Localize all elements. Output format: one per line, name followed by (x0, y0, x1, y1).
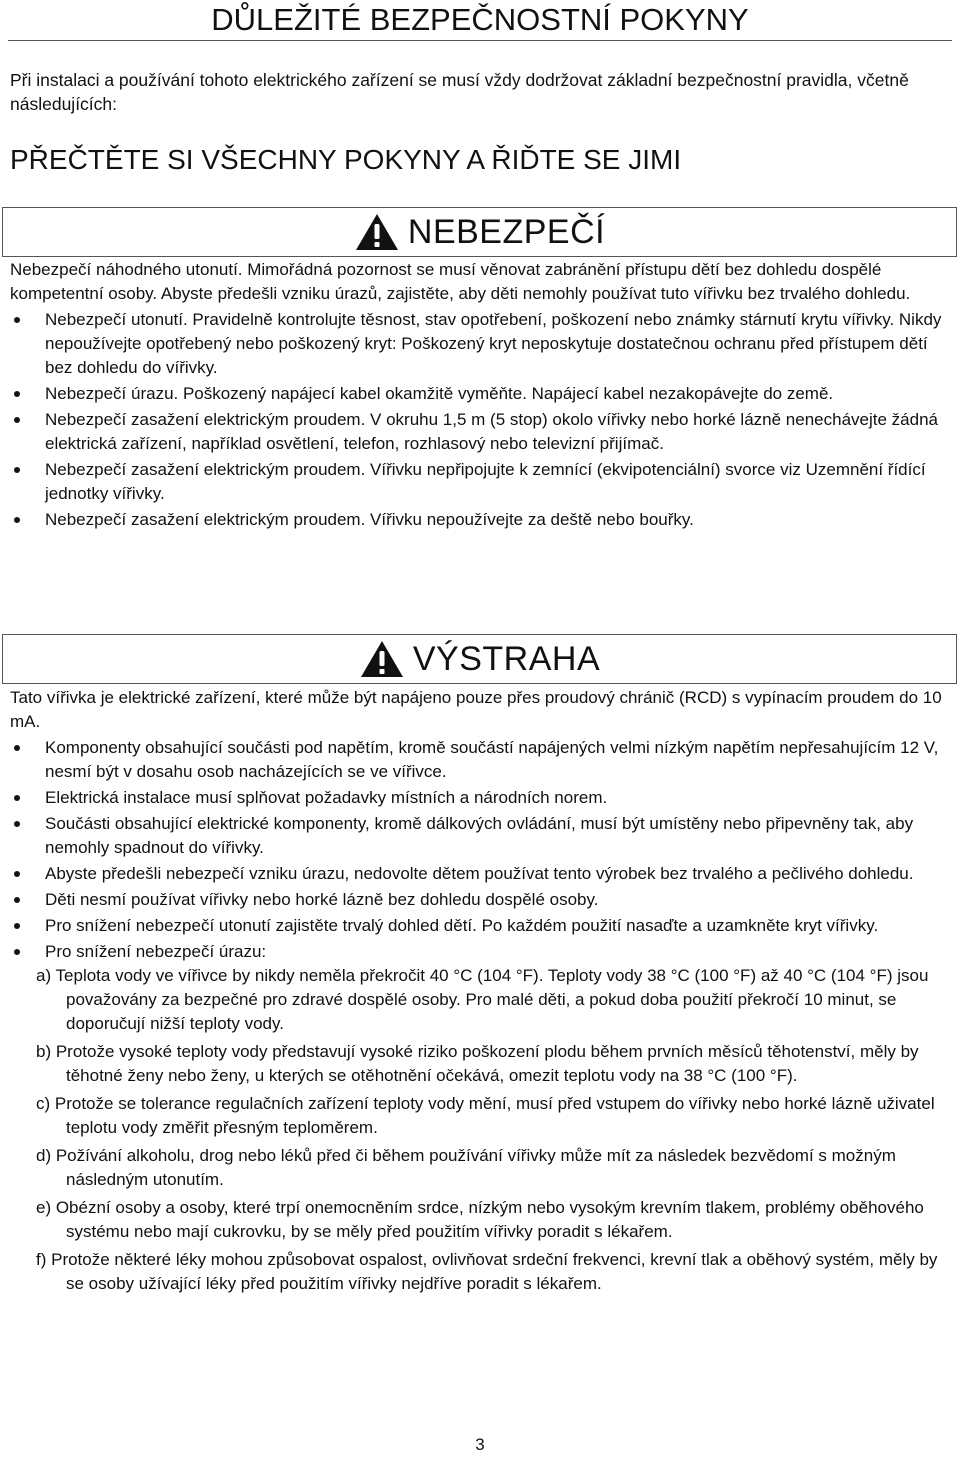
sub-list-item: f) Protože některé léky mohou způsobovat ospalost, ovlivňovat srdeční frekvenci, krevní tlak a oběhový systém, měly by se osoby užívající léky před použitím vířivky nejdříve poradit s lékařem. (36, 1250, 938, 1293)
page-number: 3 (475, 1435, 485, 1454)
bullet-dot (14, 467, 20, 473)
warning-triangle-icon (359, 639, 405, 679)
list-item: Abyste předešli nebezpečí vzniku úrazu, nedovolte dětem používat tento výrobek bez trvalého a pečlivého dohledu. (10, 862, 952, 886)
temperature-sub-list (10, 964, 952, 1296)
list-item: Nebezpečí zasažení elektrickým proudem. Vířivku nepřipojujte k zemnící (ekvipotenciální) svorce viz Uzemnění řídící jednotky vířivky. (10, 458, 952, 506)
danger-section (10, 258, 952, 532)
warning-banner-label: VÝSTRAHA (412, 639, 601, 678)
bullet-dot (14, 517, 20, 523)
bullet-dot (14, 795, 20, 801)
list-item: Pro snížení nebezpečí utonutí zajistěte trvalý dohled dětí. Po každém použití nasaďte a uzamkněte kryt vířivky. (10, 914, 952, 938)
list-item: Komponenty obsahující součásti pod napětím, kromě součástí napájených velmi nízkým napětím nepřesahujícím 12 V, nesmí být v dosahu osob nacházejících se ve vířivce. (10, 736, 952, 784)
list-item: Nebezpečí zasažení elektrickým proudem. V okruhu 1,5 m (5 stop) okolo vířivky nebo horké lázně nenechávejte žádná elektrická zařízení, například osvětlení, telefon, rozhlasový nebo televizní přijímač. (10, 408, 952, 456)
sub-list-item: c) Protože se tolerance regulačních zařízení teploty vody mění, musí před vstupem do vířivky nebo horké lázně uživatel teplotu vody změřit přesným teploměrem. (36, 1094, 935, 1137)
list-item: Pro snížení nebezpečí úrazu: (10, 940, 952, 964)
sub-list-item: e) Obézní osoby a osoby, které trpí onemocněním srdce, nízkým nebo vysokým krevním tlakem, problémy oběhového systému nebo mají cukrovku, by se měly před použitím vířivky poradit s lékařem. (36, 1198, 924, 1241)
bullet-dot (14, 391, 20, 397)
intro-paragraph: Při instalaci a používání tohoto elektrického zařízení se musí vždy dodržovat základní bezpečnostní pravidla, včetně následujících: (10, 70, 909, 114)
warning-list (10, 736, 952, 964)
warning-paragraph: Tato vířivka je elektrické zařízení, které může být napájeno pouze přes proudový chránič (RCD) s vypínacím proudem do 10 mA. (10, 688, 942, 731)
list-item: Děti nesmí používat vířivky nebo horké lázně bez dohledu dospělé osoby. (10, 888, 952, 912)
sub-list-item: d) Požívání alkoholu, drog nebo léků před či během používání vířivky může mít za následek bezvědomí s možným následným utonutím. (36, 1146, 896, 1189)
title-divider (8, 40, 952, 41)
bullet-dot (14, 897, 20, 903)
warning-section (10, 686, 952, 1300)
danger-list (10, 308, 952, 532)
danger-banner (2, 207, 957, 257)
bullet-dot (14, 949, 20, 955)
bullet-dot (14, 417, 20, 423)
warning-banner (2, 634, 957, 684)
danger-paragraph: Nebezpečí náhodného utonutí. Mimořádná pozornost se musí věnovat zabránění přístupu dětí bez dohledu dospělé kompetentní osoby. Abyste předešli vzniku úrazů, zajistěte, aby děti nemohly používat tuto vířivku bez trvalého dohledu. (10, 260, 911, 303)
list-item: Nebezpečí úrazu. Poškozený napájecí kabel okamžitě vyměňte. Napájecí kabel nezakopávejte do země. (10, 382, 952, 406)
sub-list-item: a) Teplota vody ve vířivce by nikdy neměla překročit 40 °C (104 °F). Teploty vody 38 °C (100 °F) až 40 °C (104 °F) jsou považovány za bezpečné pro zdravé dospělé osoby. Pro malé děti, a pokud doba použití překročí 10 minut, se doporučují nižší teploty vody. (36, 966, 929, 1033)
bullet-dot (14, 871, 20, 877)
bullet-dot (14, 821, 20, 827)
list-item: Nebezpečí zasažení elektrickým proudem. Vířivku nepoužívejte za deště nebo bouřky. (10, 508, 952, 532)
danger-banner-label: NEBEZPEČÍ (407, 212, 606, 251)
bullet-dot (14, 923, 20, 929)
list-item: Elektrická instalace musí splňovat požadavky místních a národních norem. (10, 786, 952, 810)
list-item: Součásti obsahující elektrické komponenty, kromě dálkových ovládání, musí být umístěny nebo připevněny tak, aby nemohly spadnout do vířivky. (10, 812, 952, 860)
list-item: Nebezpečí utonutí. Pravidelně kontrolujte těsnost, stav opotřebení, poškození nebo známky stárnutí krytu vířivky. Nikdy nepoužívejte opotřebený nebo poškozený kryt: Poškozený kryt neposkytuje dostatečnou ochranu před přístupem dětí bez dohledu do vířivky. (10, 308, 952, 380)
page-title: DŮLEŽITÉ BEZPEČNOSTNÍ POKYNY (211, 2, 749, 37)
sub-list-item: b) Protože vysoké teploty vody představují vysoké riziko poškození plodu během prvních měsíců těhotenství, měly by těhotné ženy nebo ženy, u kterých se otěhotnění očekává, omezit teplotu vody na 38 °C (100 °F). (36, 1042, 919, 1085)
bullet-dot (14, 317, 20, 323)
read-all-heading: PŘEČTĚTE SI VŠECHNY POKYNY A ŘIĎTE SE JIMI (10, 144, 682, 175)
warning-triangle-icon (354, 212, 400, 252)
bullet-dot (14, 745, 20, 751)
